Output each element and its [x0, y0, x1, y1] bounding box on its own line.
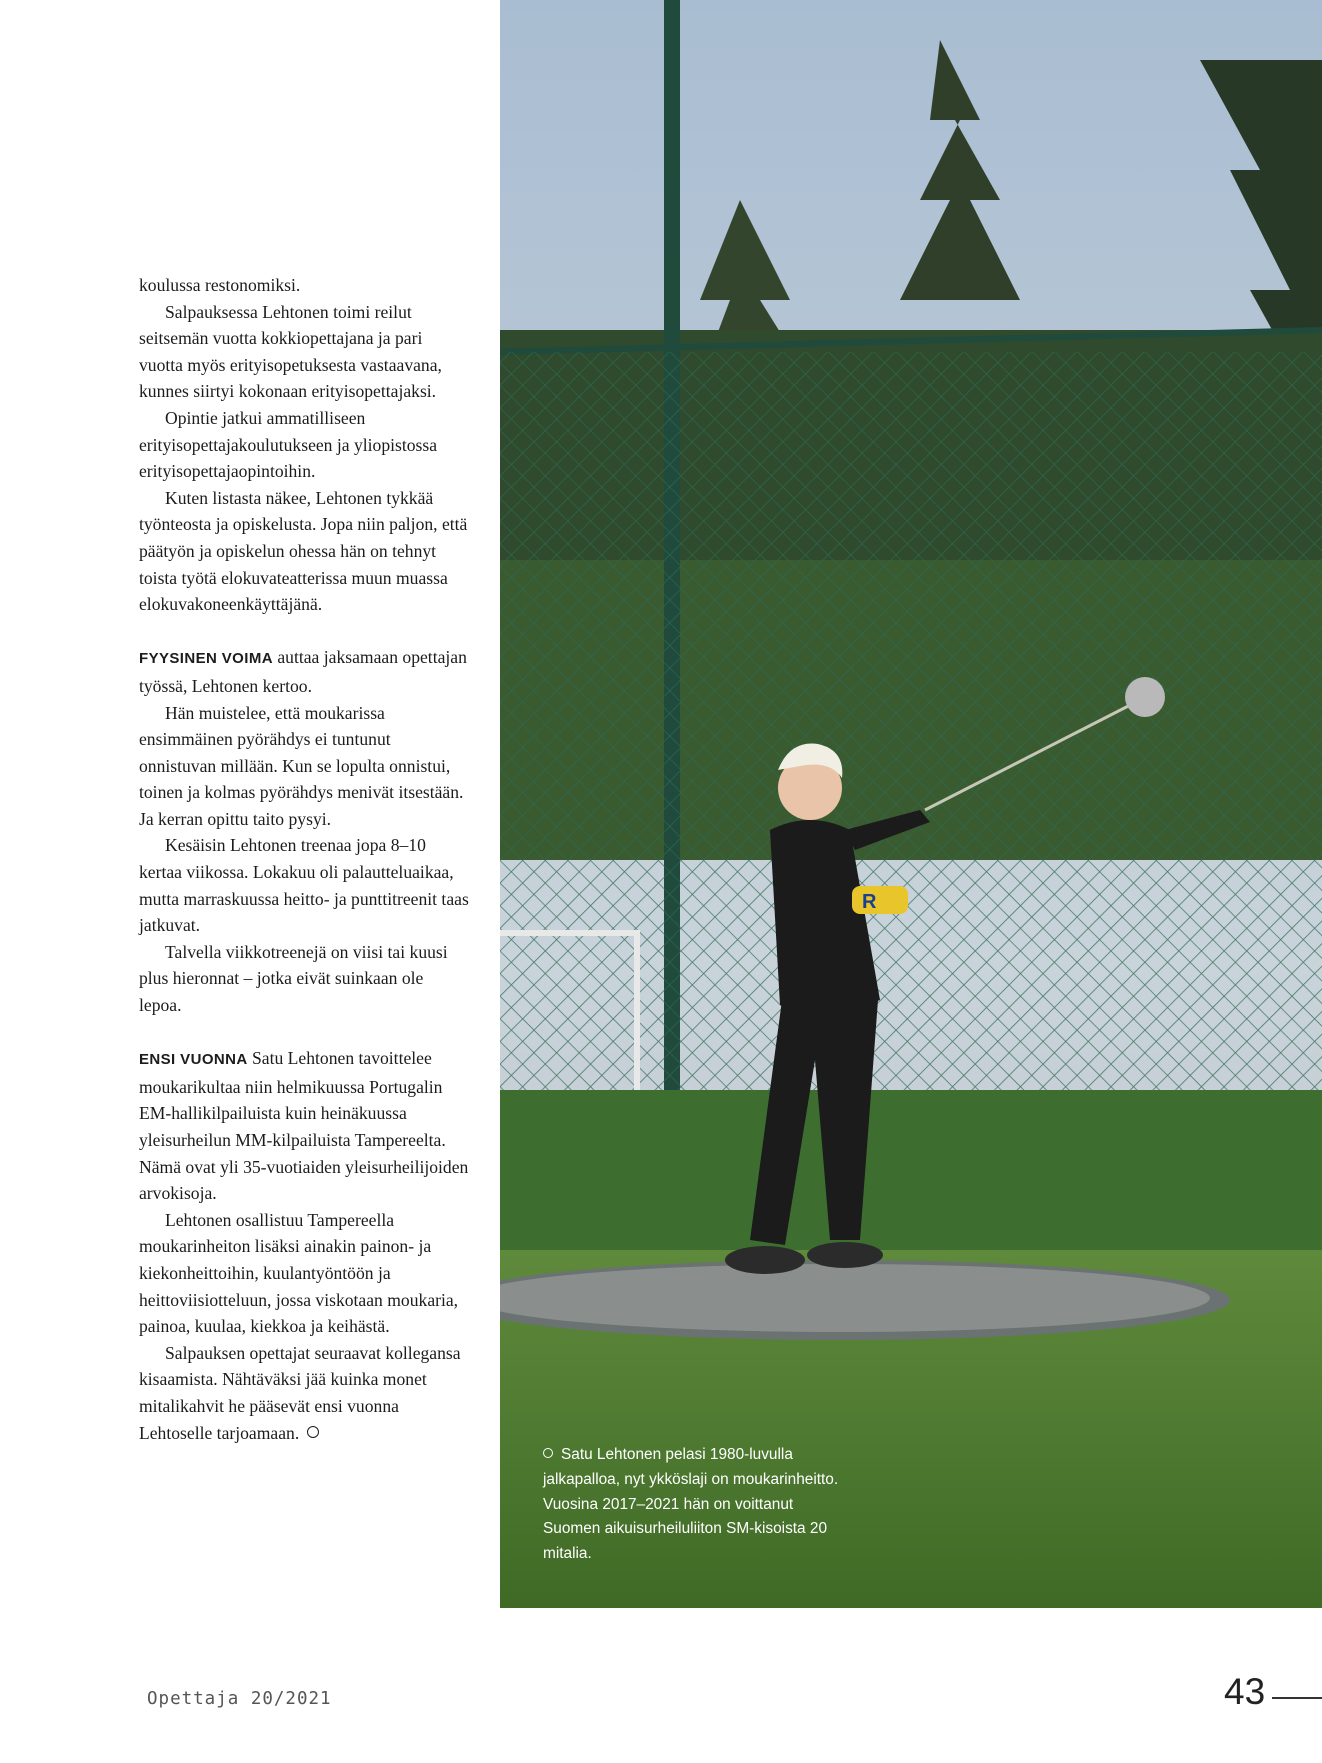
paragraph: Hän muistelee, että moukarissa ensimmäinen pyörähdys ei tuntunut onnistuvan millään. Kun se lopulta onnistui, toinen ja kolmas pyörähdys menivät itsestään. Ja kerran opittu taito pysyi. — [139, 702, 464, 829]
section-lead: FYYSINEN VOIMA — [139, 650, 273, 668]
paragraph: Kuten listasta näkee, Lehtonen tykkää työnteosta ja opiskelusta. Jopa niin paljon, että päätyön ja opiskelun ohessa hän on tehnyt toista työtä elokuvateatterissa muun muassa elokuvakoneenkäyttäjänä. — [139, 487, 468, 615]
section-paragraph: FYYSINEN VOIMA auttaa jaksamaan opettajan työssä, Lehtonen kertoo. — [139, 647, 467, 696]
page-number-rule — [1272, 1697, 1322, 1699]
end-mark-icon — [307, 1426, 319, 1438]
shirt-logo-text: R — [862, 891, 877, 913]
photo-caption: Satu Lehtonen pelasi 1980-luvulla jalkapalloa, nyt ykköslaji on moukarinheitto. Vuosina 2017–2021 hän on voittanut Suomen aikuisurheiluliiton SM-kisoista 20 mitalia. — [543, 1446, 839, 1563]
paragraph: koulussa restonomiksi. — [139, 275, 301, 295]
magazine-issue: Opettaja 20/2021 — [147, 1689, 332, 1709]
caption-bullet-icon — [543, 1448, 553, 1458]
paragraph: Talvella viikkotreenejä on viisi tai kuusi plus hieronnat – jotka eivät suinkaan ole lepoa. — [139, 941, 448, 1016]
paragraph: Kesäisin Lehtonen treenaa jopa 8–10 kertaa viikossa. Lokakuu oli palautteluaikaa, mutta marraskuussa heitto- ja punttitreenit taas jatkuvat. — [139, 835, 469, 936]
paragraph: Salpauksessa Lehtonen toimi reilut seitsemän vuotta kokkiopettajana ja pari vuotta myös erityisopetuksesta vastaavana, kunnes siirtyi kokonaan erityisopettajaksi. — [139, 301, 442, 402]
section-paragraph: ENSI VUONNA Satu Lehtonen tavoittelee moukarikultaa niin helmikuussa Portugalin EM-hallikilpailuista kuin heinäkuussa yleisurheilun MM-kilpailuista Tampereelta. Nämä ovat yli 35-vuotiaiden yleisurheilijoiden arvokisoja. — [139, 1048, 469, 1204]
page-number: 43 — [1224, 1671, 1266, 1712]
paragraph: Salpauksen opettajat seuraavat kollegansa kisaamista. Nähtäväksi jää kuinka monet mitalikahvit he pääsevät ensi vuonna Lehtoselle tarjoamaan. — [139, 1342, 461, 1443]
paragraph: Opintie jatkui ammatilliseen erityisopettajakoulutukseen ja yliopistossa erityisopettajaopintoihin. — [139, 407, 438, 482]
article-column — [139, 272, 469, 1446]
hammer-throw-photo — [500, 0, 1322, 1608]
section-lead: ENSI VUONNA — [139, 1051, 248, 1069]
paragraph: Lehtonen osallistuu Tampereella moukarinheiton lisäksi ainakin painon- ja kiekonheittoihin, kuulantyöntöön ja heittoviisiotteluun, jossa viskotaan moukaria, painoa, kuulaa, kiekkoa ja keihästä. — [139, 1209, 459, 1337]
